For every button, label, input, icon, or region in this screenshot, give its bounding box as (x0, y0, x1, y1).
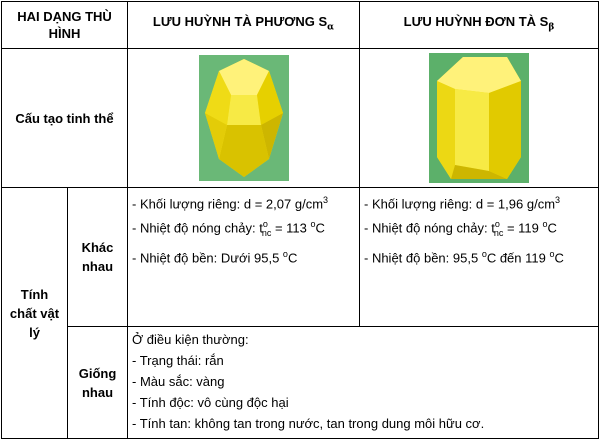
common-properties (128, 327, 599, 439)
rhombic-density: - Khối lượng riêng: d = 2,07 $g/cm^3$ (132, 195, 329, 212)
rhombic-crystal-image (199, 55, 289, 181)
allotropes-table (1, 1, 599, 439)
different-label: Khác nhau (68, 188, 128, 327)
monoclinic-melting-point: - Nhiệt độ nóng chảy: $t^o_{nc} = 119$ $^o$C (364, 219, 557, 239)
monoclinic-crystal-cell (360, 49, 599, 188)
rhombic-properties (128, 188, 360, 327)
monoclinic-stability: - Nhiệt độ bền: 95,5 $^o$C đến 119 $^o$C (364, 249, 564, 266)
crystal-structure-label: Cấu tạo tinh thể (2, 49, 128, 188)
rhombic-stability: - Nhiệt độ bền: Dưới 95,5 $^o$C (132, 249, 298, 266)
common-line: - Trạng thái: rắn (132, 353, 224, 368)
rhombic-melting-point: - Nhiệt độ nóng chảy: $t^o_{nc} = 113$ $^o$C (132, 219, 325, 239)
common-line: - Tính độc: vô cùng độc hại (132, 395, 289, 410)
rhombic-crystal-cell (128, 49, 360, 188)
common-line: - Tính tan: không tan trong nước, tan trong dung môi hữu cơ. (132, 416, 485, 431)
same-label: Giống nhau (68, 327, 128, 439)
physical-properties-label: Tính chất vật lý (2, 188, 68, 439)
common-line: Ở điều kiện thường: (132, 332, 249, 347)
header-allotropes: HAI DẠNG THÙ HÌNH (2, 2, 128, 49)
common-line: - Màu sắc: vàng (132, 374, 225, 389)
monoclinic-density: - Khối lượng riêng: d = 1,96 $g/cm^3$ (364, 195, 561, 212)
header-monoclinic-sulfur: LƯU HUỲNH ĐƠN TÀ $S_\beta$ (360, 2, 599, 49)
monoclinic-properties (360, 188, 599, 327)
header-rhombic-sulfur: LƯU HUỲNH TÀ PHƯƠNG $S_\alpha$ (128, 2, 360, 49)
monoclinic-crystal-image (429, 53, 529, 183)
